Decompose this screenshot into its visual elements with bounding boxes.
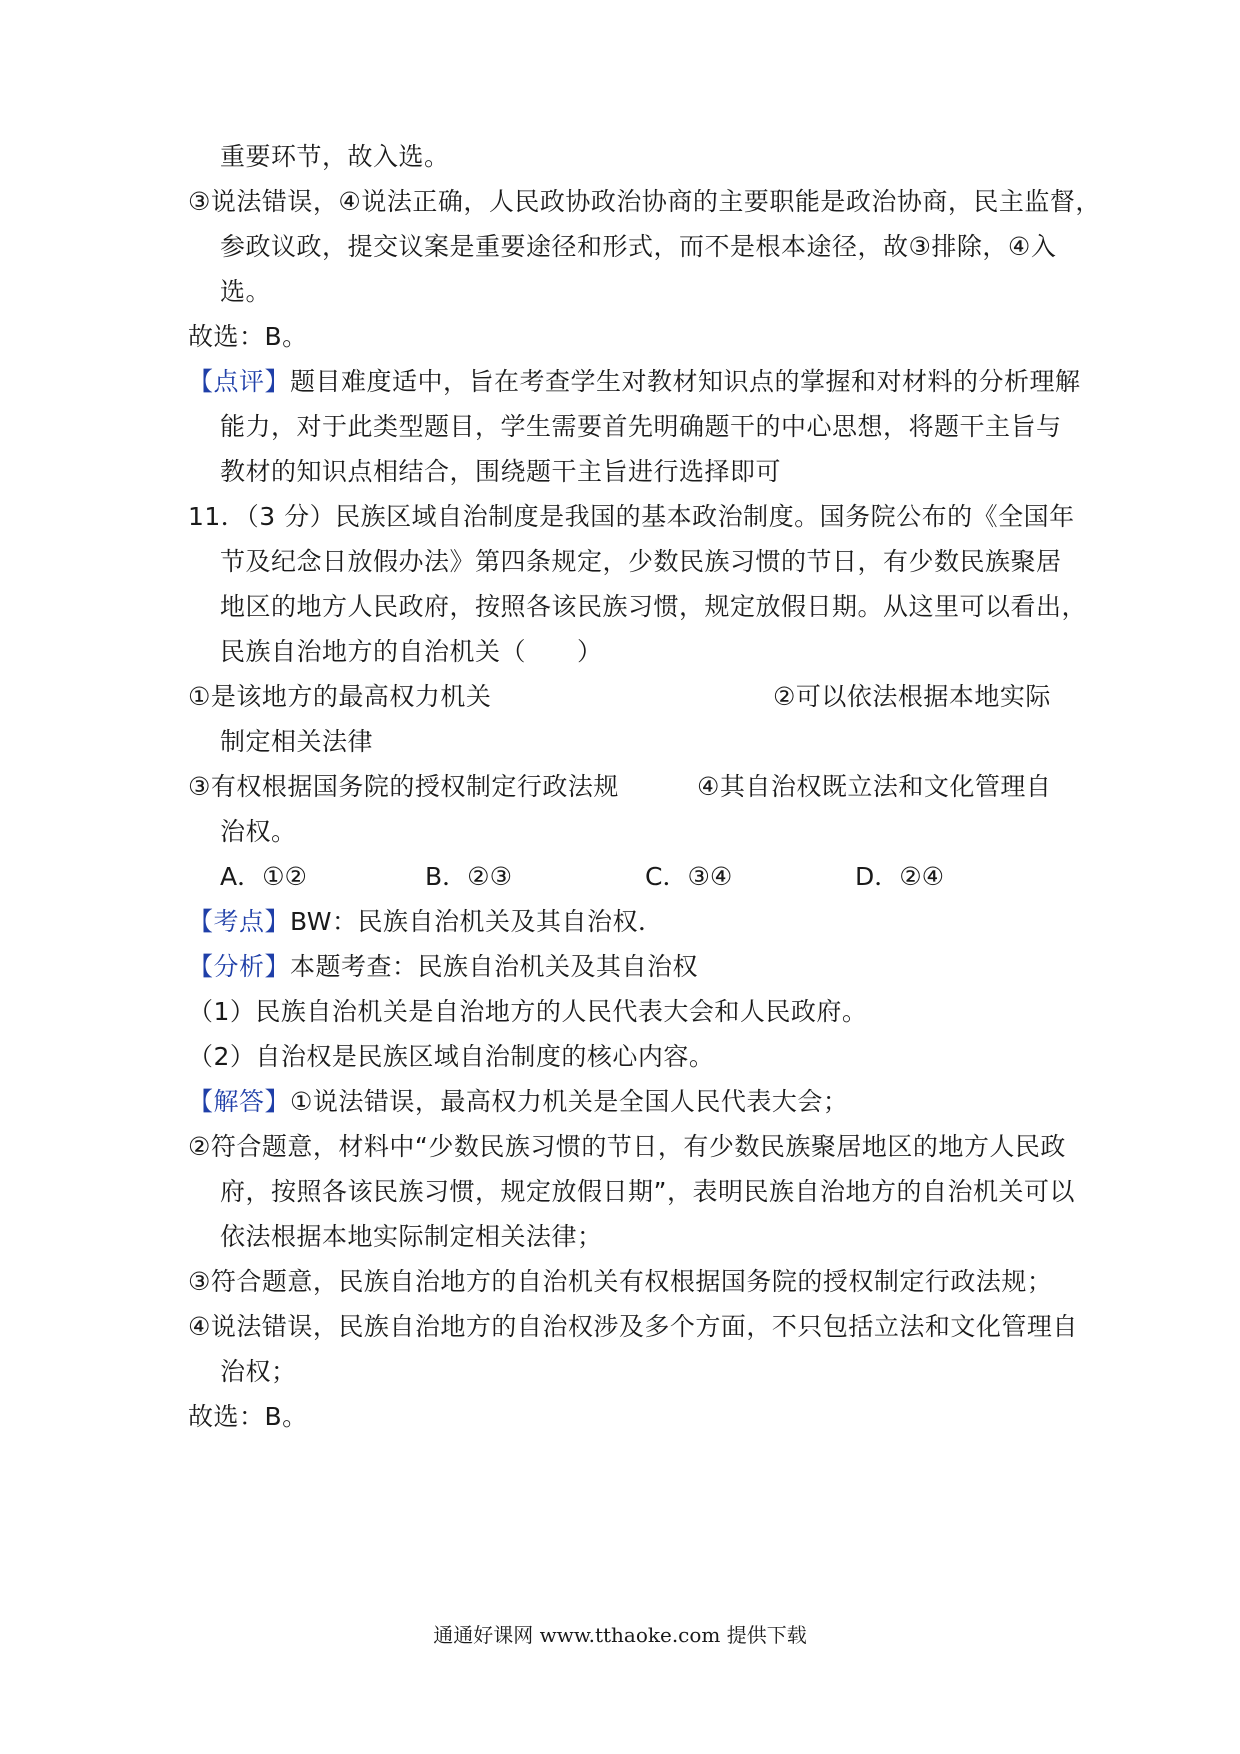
kaodian-paragraph — [188, 905, 664, 939]
solution-tag: 【解答】 — [188, 1087, 291, 1116]
option-b: B．②③ — [425, 862, 512, 891]
text-line: 参政议政，提交议案是重要途径和形式，而不是根本途径，故③排除，④入 — [220, 232, 1057, 261]
statement-4-cont: 治权。 — [220, 817, 297, 846]
statement-3: ③有权根据国务院的授权制定行政法规 — [188, 772, 619, 801]
question-11-stem: 节及纪念日放假办法》第四条规定，少数民族习惯的节日，有少数民族聚居 — [220, 547, 1062, 576]
page-footer: 通通好课网 www.tthaoke.com 提供下载 — [433, 1623, 807, 1647]
answer-line: 故选：B。 — [188, 322, 308, 351]
analysis-point-1: （1）民族自治机关是自治地方的人民代表大会和人民政府。 — [188, 997, 868, 1026]
solution-text: ①说法错误，最高权力机关是全国人民代表大会； — [290, 1087, 849, 1116]
comment-paragraph — [188, 365, 1081, 399]
text-line: 选。 — [220, 277, 272, 306]
statement-1: ①是该地方的最高权力机关 — [188, 682, 492, 711]
statement-2-cont: 制定相关法律 — [220, 727, 374, 756]
analysis-point-2: （2）自治权是民族区域自治制度的核心内容。 — [188, 1042, 715, 1071]
option-a: A．①② — [220, 862, 307, 891]
solution-line: ③符合题意，民族自治地方的自治机关有权根据国务院的授权制定行政法规； — [188, 1267, 1053, 1296]
analysis-paragraph — [188, 950, 698, 984]
solution-line: 治权； — [220, 1357, 297, 1386]
statement-4: ④其自治权既立法和文化管理自 — [697, 772, 1052, 801]
analysis-tag: 【分析】 — [188, 952, 291, 981]
solution-line: 依法根据本地实际制定相关法律； — [220, 1222, 603, 1251]
option-c: C．③④ — [645, 862, 733, 891]
question-11-stem: 民族自治地方的自治机关（ ） — [220, 637, 603, 666]
analysis-text: 本题考查：民族自治机关及其自治权 — [290, 952, 699, 981]
statement-2: ②可以依法根据本地实际 — [773, 682, 1051, 711]
solution-line: 府，按照各该民族习惯，规定放假日期”，表明民族自治地方的自治机关可以 — [220, 1177, 1075, 1206]
kaodian-text: BW：民族自治机关及其自治权． — [290, 907, 664, 936]
solution-line: ④说法错误，民族自治地方的自治权涉及多个方面，不只包括立法和文化管理自 — [188, 1312, 1078, 1341]
solution-paragraph — [188, 1085, 848, 1119]
comment-text: 题目难度适中，旨在考查学生对教材知识点的掌握和对材料的分析理解 — [290, 367, 1081, 396]
answer-line: 故选：B。 — [188, 1402, 308, 1431]
kaodian-tag: 【考点】 — [188, 907, 291, 936]
text-line: 重要环节，故入选。 — [220, 142, 450, 171]
text-line: ③说法错误，④说法正确，人民政协政治协商的主要职能是政治协商，民主监督， — [188, 187, 1101, 216]
text-line: 教材的知识点相结合，围绕题干主旨进行选择即可 — [220, 457, 782, 486]
question-11-stem: 地区的地方人民政府，按照各该民族习惯，规定放假日期。从这里可以看出， — [220, 592, 1088, 621]
comment-tag: 【点评】 — [188, 367, 291, 396]
text-line: 能力，对于此类型题目，学生需要首先明确题干的中心思想，将题干主旨与 — [220, 412, 1062, 441]
solution-line: ②符合题意，材料中“少数民族习惯的节日，有少数民族聚居地区的地方人民政 — [188, 1132, 1066, 1161]
option-d: D．②④ — [855, 862, 945, 891]
question-11-stem: 11．（3 分）民族区域自治制度是我国的基本政治制度。国务院公布的《全国年 — [188, 502, 1075, 531]
